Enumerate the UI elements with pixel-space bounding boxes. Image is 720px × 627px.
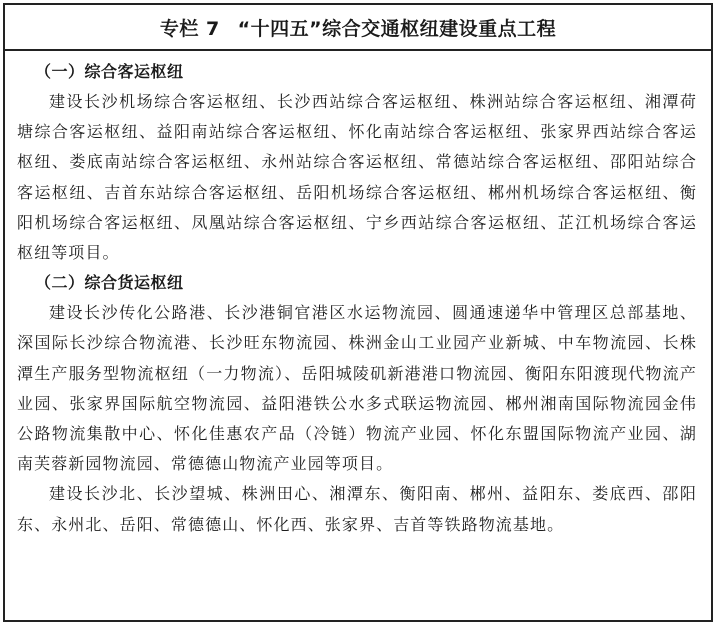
feature-box xyxy=(3,3,713,622)
section-heading-passenger: （一）综合客运枢纽 xyxy=(35,62,184,81)
box-label: 专栏 7 xyxy=(159,17,220,40)
section-paragraph: 建设长沙北、长沙望城、株洲田心、湘潭东、衡阳南、郴州、益阳东、娄底西、邵阳东、永州北、岳阳、常德德山、怀化西、张家界、吉首等铁路物流基地。 xyxy=(17,484,697,534)
box-header xyxy=(5,5,711,51)
section-paragraph: 建设长沙传化公路港、长沙港铜官港区水运物流园、圆通速递华中管理区总部基地、深国际长沙综合物流港、长沙旺东物流园、株洲金山工业园产业新城、中车物流园、长株潭生产服务型物流枢纽（一力物流）、岳阳城陵矶新港港口物流园、衡阳东阳渡现代物流产业园、张家界国际航空物流园、益阳港铁公水多式联运物流园、郴州湘南国际物流园金伟公路物流集散中心、怀化佳惠农产品（冷链）物流产业园、怀化东盟国际物流产业园、湖南芙蓉新园物流园、常德德山物流产业园等项目。 xyxy=(17,303,697,474)
box-title: “十四五”综合交通枢纽建设重点工程 xyxy=(237,17,557,40)
box-content xyxy=(5,51,711,540)
section-paragraph: 建设长沙机场综合客运枢纽、长沙西站综合客运枢纽、株洲站综合客运枢纽、湘潭荷塘综合客运枢纽、益阳南站综合客运枢纽、怀化南站综合客运枢纽、张家界西站综合客运枢纽、娄底南站综合客运枢纽、永州站综合客运枢纽、常德站综合客运枢纽、邵阳站综合客运枢纽、吉首东站综合客运枢纽、岳阳机场综合客运枢纽、郴州机场综合客运枢纽、衡阳机场综合客运枢纽、凤凰站综合客运枢纽、宁乡西站综合客运枢纽、芷江机场综合客运枢纽等项目。 xyxy=(17,92,697,263)
section-heading-freight: （二）综合货运枢纽 xyxy=(35,273,184,293)
